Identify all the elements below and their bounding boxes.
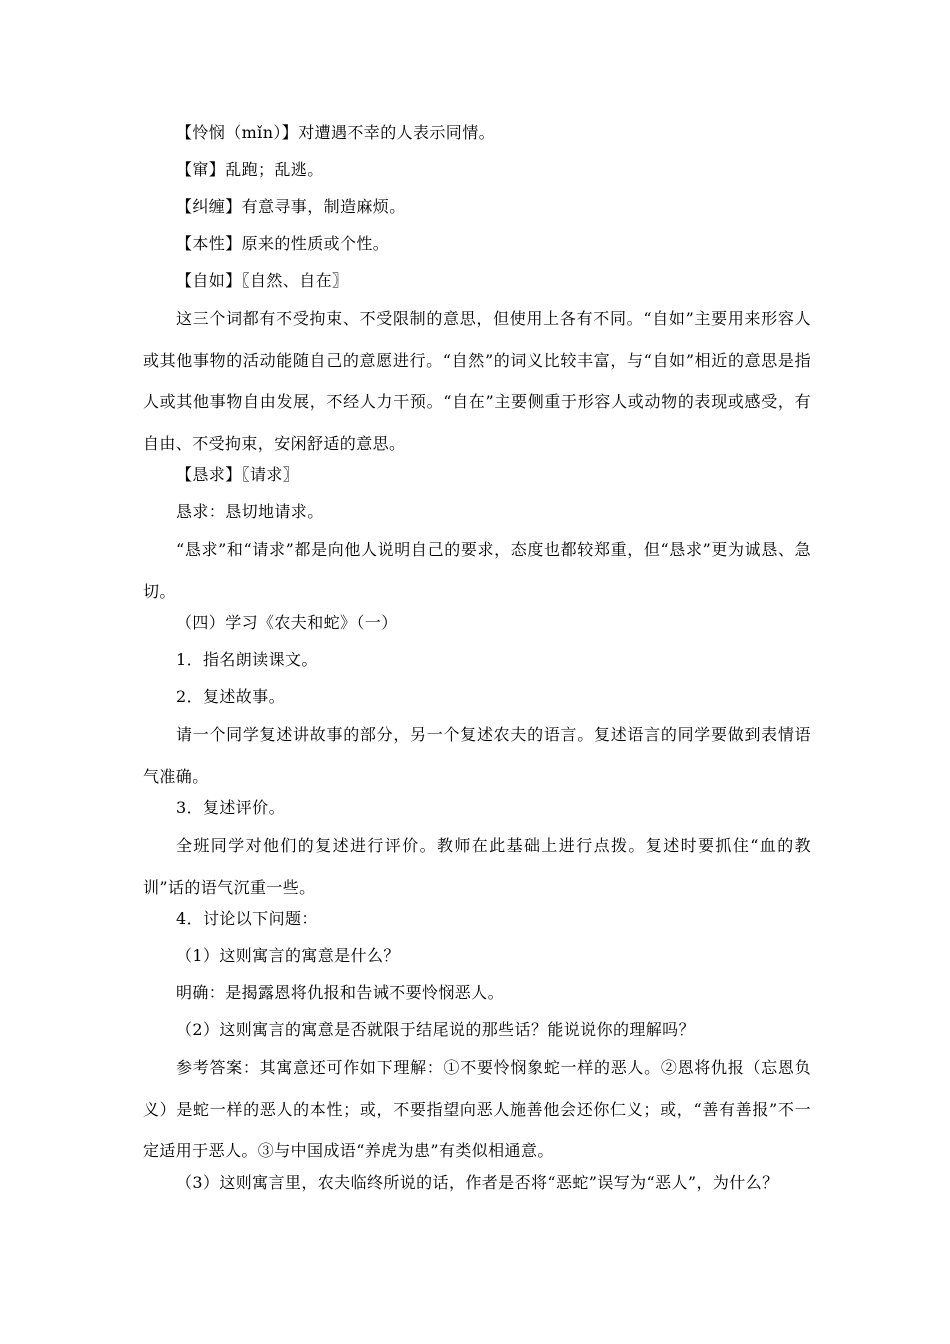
kenqiu-explanation: “恳求”和“请求”都是向他人说明自己的要求，态度也都较郑重，但“恳求”更为诚恳、急切。 [143, 540, 811, 601]
question-3: （3）这则寓言里，农夫临终所说的话，作者是否将“恶蛇”误写为“恶人”，为什么？ [176, 1172, 779, 1192]
section-heading: （四）学习《农夫和蛇》（一） [176, 613, 398, 632]
step-2-detail: 请一个同学复述讲故事的部分，另一个复述农夫的语言。复述语言的同学要做到表情语气准确。 [143, 725, 811, 786]
question-1: （1）这则寓言的寓意是什么？ [176, 946, 400, 965]
vocab-entry-ziru: 【自如】〖自然、自在〗 [176, 271, 349, 290]
vocab-entry-cuan: 【窜】乱跑；乱逃。 [176, 160, 324, 179]
ziru-explanation: 这三个词都有不受拘束、不受限制的意思，但使用上各有不同。“自如”主要用来形容人或其他事物的活动能随自己的意愿进行。“自然”的词义比较丰富，与“自如”相近的意思是指人或其他事物自由发展，不经人力干预。“自在”主要侧重于形容人或动物的表现或感受，有自由、不受拘束，安闲舒适的意思。 [143, 309, 811, 453]
question-2: （2）这则寓言的寓意是否就限于结尾说的那些话？能说说你的理解吗？ [176, 1020, 695, 1039]
step-3-detail: 全班同学对他们的复述进行评价。教师在此基础上进行点拨。复述时要抓住“血的教训”话的语气沉重一些。 [143, 836, 811, 897]
vocab-entry-jiuchan: 【纠缠】有意寻事，制造麻烦。 [176, 197, 406, 216]
vocab-entry-benxing: 【本性】原来的性质或个性。 [176, 234, 390, 253]
step-1: 1．指名朗读课文。 [176, 650, 318, 669]
vocab-entry-lianmin: 【怜悯（mǐn）】对遭遇不幸的人表示同情。 [176, 123, 495, 142]
step-4: 4．讨论以下问题： [176, 909, 318, 928]
document-body [143, 118, 811, 1205]
kenqiu-definition: 恳求：恳切地请求。 [176, 502, 324, 521]
vocab-entry-kenqiu: 【恳求】〖请求〗 [176, 465, 300, 484]
answer-2: 参考答案：其寓意还可作如下理解：①不要怜悯象蛇一样的恶人。②恩将仇报（忘恩负义）是蛇一样的恶人的本性；或，不要指望向恶人施善他会还你仁义；或，“善有善报”不一定适用于恶人。③与中国成语“养虎为患”有类似相通意。 [143, 1058, 811, 1160]
step-3: 3．复述评价。 [176, 798, 285, 817]
answer-1: 明确：是揭露恩将仇报和告诫不要怜悯恶人。 [176, 983, 505, 1002]
step-2: 2．复述故事。 [176, 687, 285, 706]
